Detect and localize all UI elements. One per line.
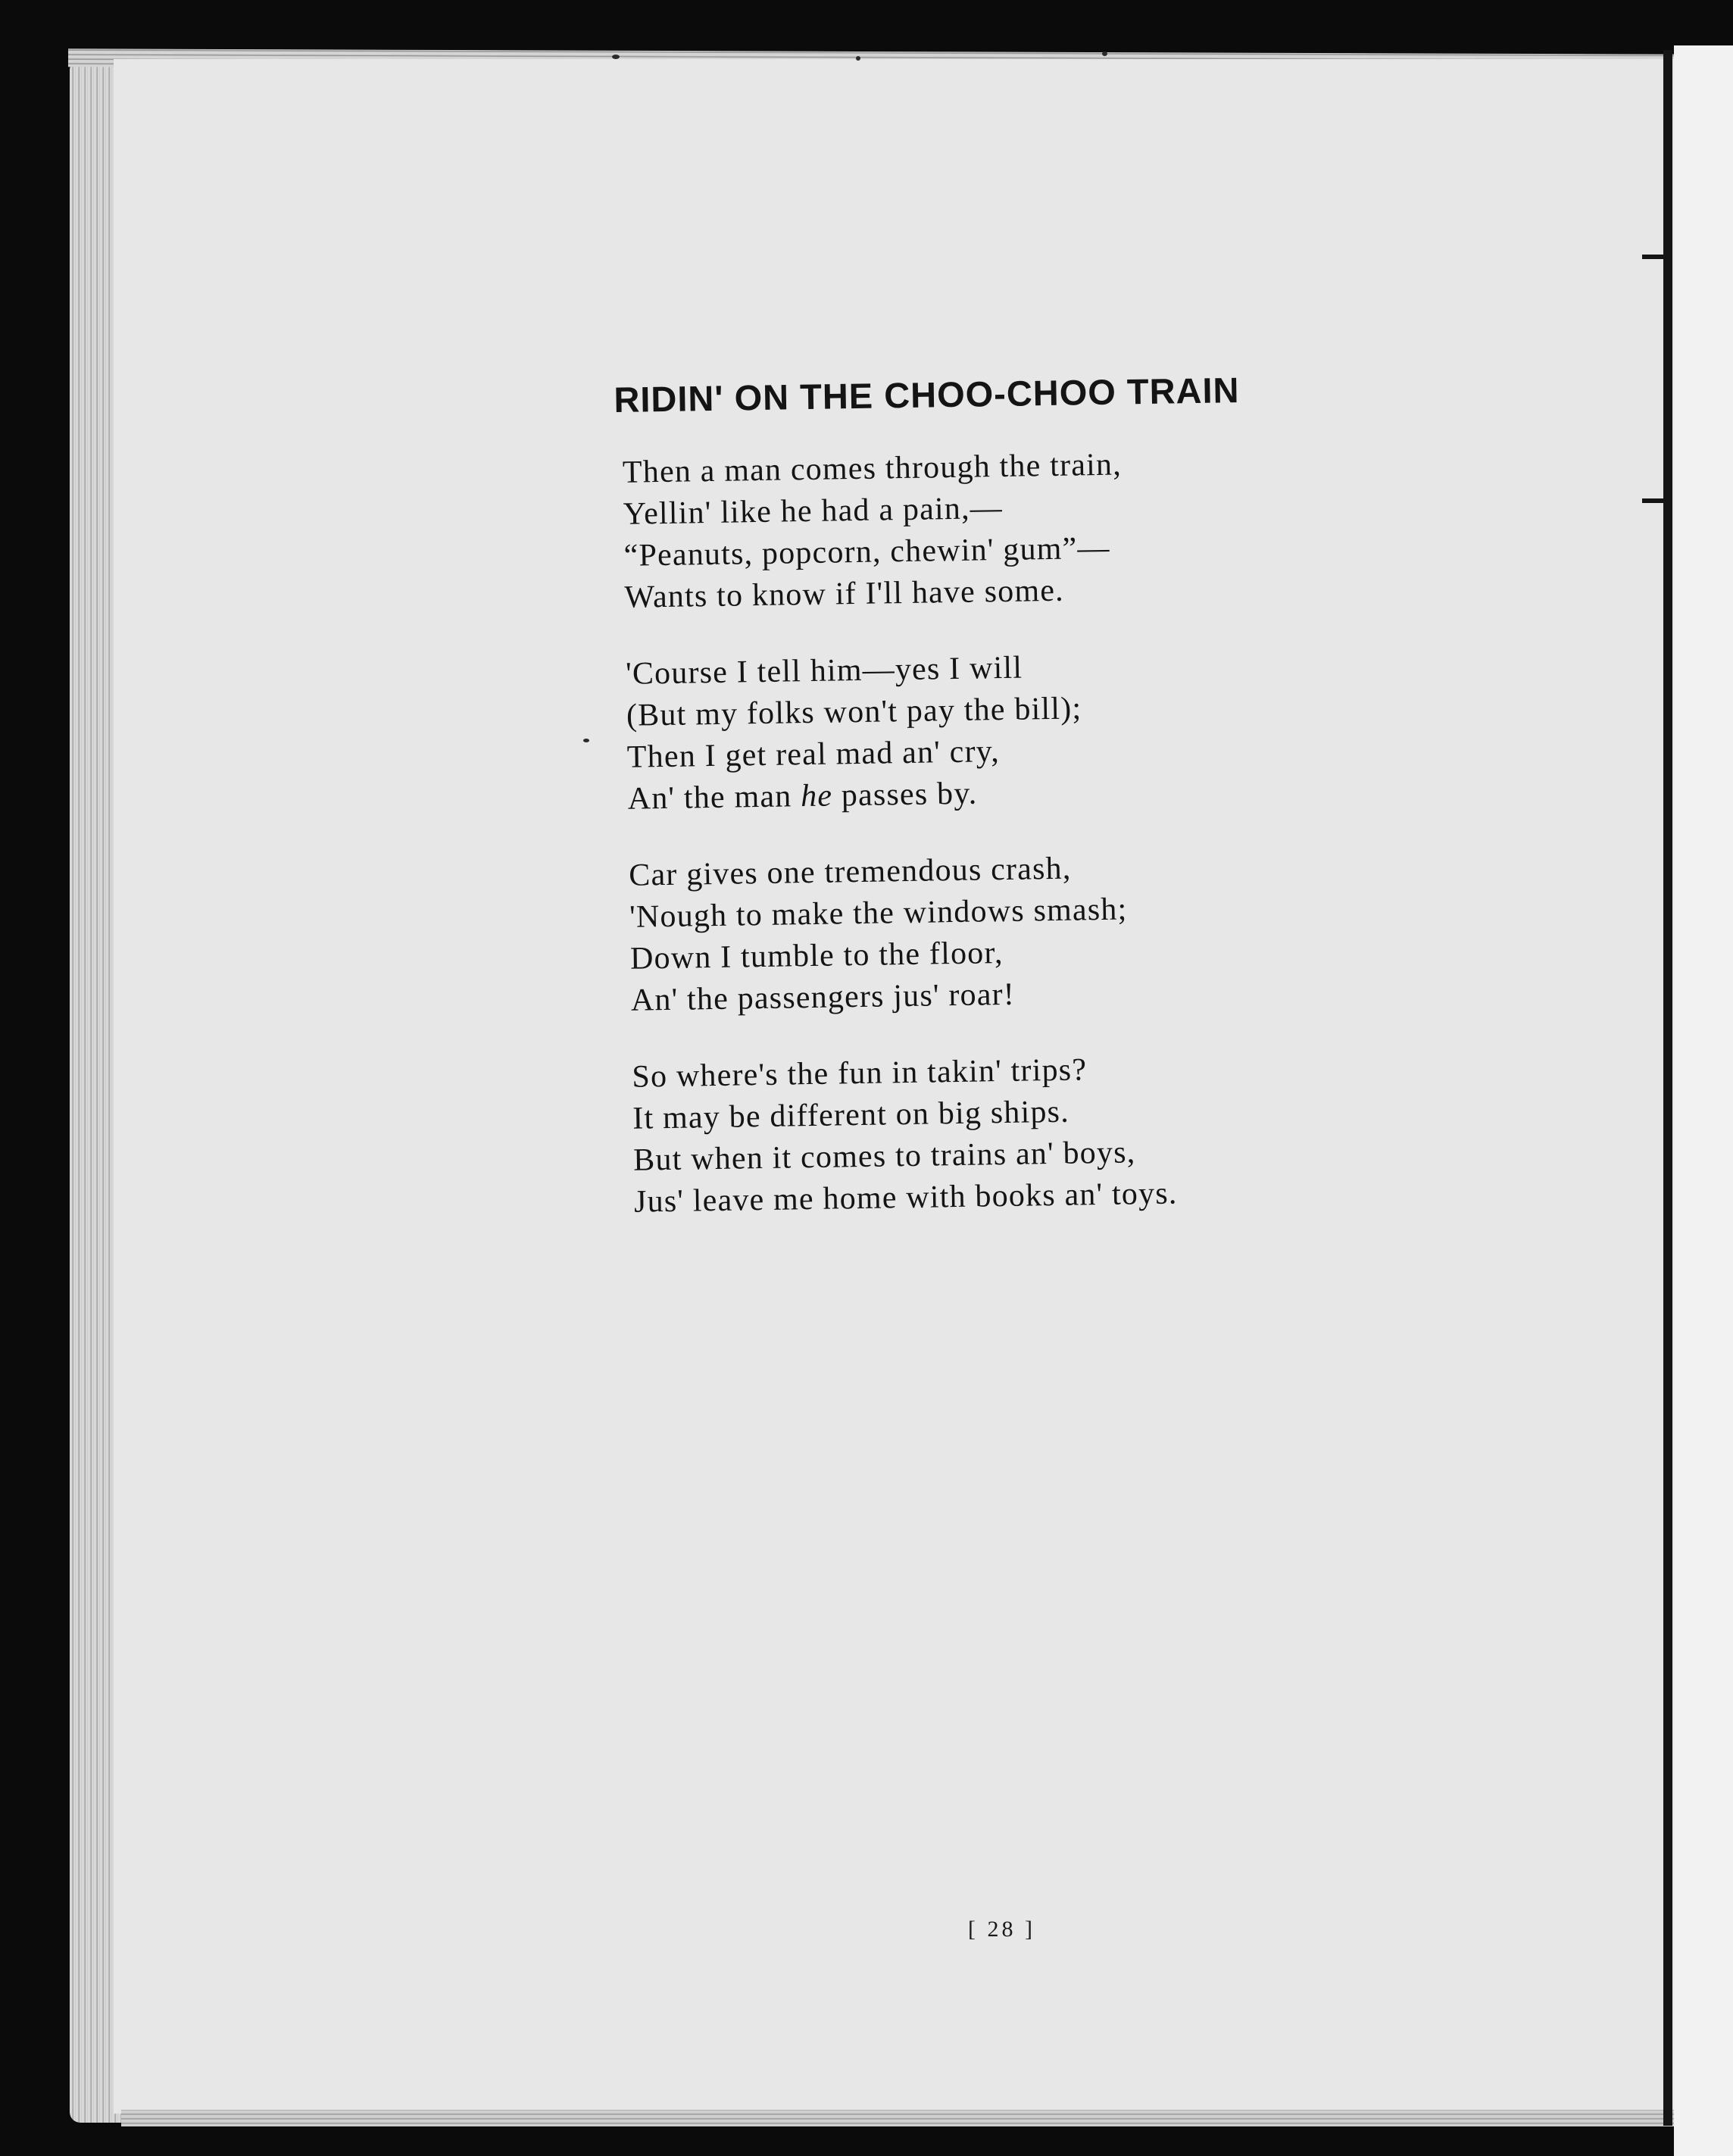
poem-title: RIDIN' ON THE CHOO-CHOO TRAIN xyxy=(614,370,1240,420)
binding-mark xyxy=(1642,498,1672,503)
scan-speck xyxy=(1102,52,1107,56)
poem-line: An' the passengers jus' roar! xyxy=(630,976,1016,1018)
poem-line: Car gives one tremendous crash, xyxy=(628,851,1072,893)
poem-line: So where's the fun in takin' trips? xyxy=(632,1052,1088,1095)
page-number: [ 28 ] xyxy=(968,1917,1035,1942)
poem-line: Down I tumble to the floor, xyxy=(629,936,1004,976)
book-bottom-edge xyxy=(121,2110,1697,2126)
poem-line: Then I get real mad an' cry, xyxy=(626,734,1001,775)
poem-line: It may be different on big ships. xyxy=(632,1094,1070,1136)
scan-speck xyxy=(856,56,860,61)
scan-speck xyxy=(583,739,589,742)
stanza-4 xyxy=(632,1045,1384,1223)
stanza-2 xyxy=(626,642,1378,820)
poem-line: Yellin' like he had a pain,— xyxy=(623,490,1004,532)
scan-speck xyxy=(612,55,620,59)
poem-line: Wants to know if I'll have some. xyxy=(624,573,1065,615)
right-page-border xyxy=(1663,50,1672,2126)
italic-word: he xyxy=(800,778,833,814)
poem-line: But when it comes to trains an' boys, xyxy=(632,1135,1136,1178)
poem-line: Then a man comes through the train, xyxy=(622,447,1123,490)
facing-page-strip xyxy=(1674,45,1733,2156)
stanza-1 xyxy=(623,440,1375,619)
poem-line: 'Course I tell him—yes I will xyxy=(625,650,1023,692)
line-text: passes by. xyxy=(832,776,978,814)
stanza-3 xyxy=(629,843,1381,1022)
poem-line: (But my folks won't pay the bill); xyxy=(626,691,1082,733)
poem-line: Jus' leave me home with books an' toys. xyxy=(633,1176,1178,1220)
line-text: An' the man xyxy=(627,779,801,817)
poem-line: 'Nough to make the windows smash; xyxy=(629,892,1128,935)
poem xyxy=(614,367,1385,1258)
poem-line: “Peanuts, popcorn, chewin' gum”— xyxy=(623,530,1110,573)
binding-mark xyxy=(1642,255,1672,259)
